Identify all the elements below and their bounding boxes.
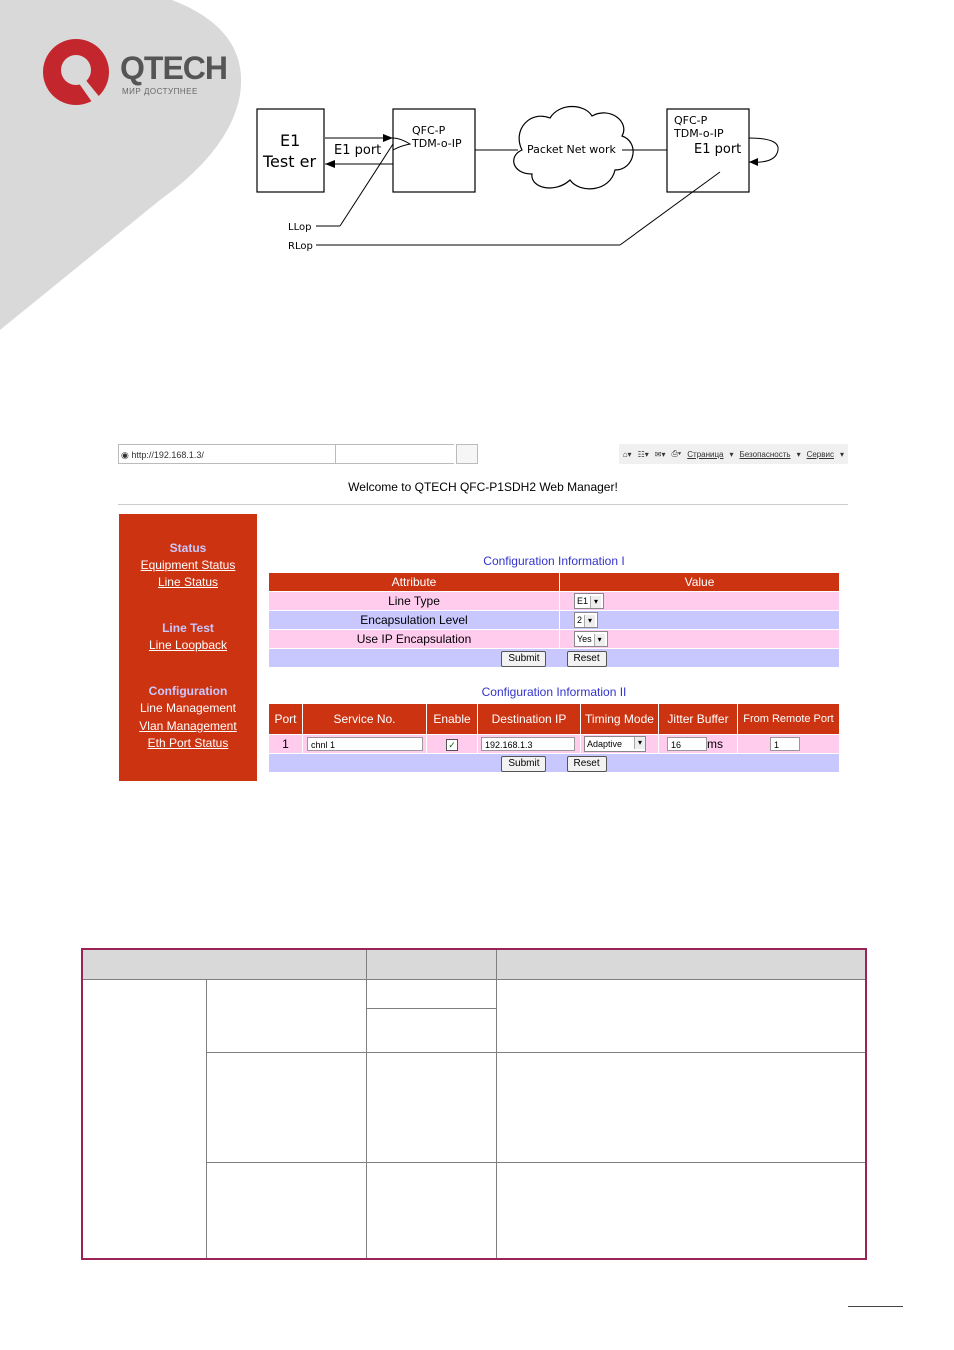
welcome-banner: Welcome to QTECH QFC-P1SDH2 Web Manager! (348, 480, 618, 494)
config2-submit-button[interactable]: Submit (501, 756, 546, 772)
logo-brand: QTECH (120, 50, 227, 86)
rlop-label: RLop (288, 241, 313, 252)
device-left-label-2: TDM-o-IP (412, 137, 462, 150)
config2-header-enable: Enable (427, 704, 477, 734)
sidebar-item-line-management[interactable]: Line Management (139, 701, 237, 715)
config2-header-jitter-buffer: Jitter Buffer (659, 704, 737, 734)
logo-tagline: МИР ДОСТУПНЕЕ (122, 87, 198, 96)
page-icon: ◉ (121, 450, 129, 460)
sidebar (119, 514, 257, 781)
chevron-down-icon: ▾ (634, 737, 645, 749)
loopback-diagram (250, 100, 790, 260)
config1-title: Configuration Information I (483, 554, 625, 568)
toolbar-security-menu[interactable]: Безопасность (739, 449, 791, 459)
table-row (269, 630, 839, 648)
search-box[interactable] (456, 444, 478, 464)
parameter-table (81, 948, 867, 1260)
config2-reset-button[interactable]: Reset (567, 756, 607, 772)
config1-header-value: Value (560, 573, 839, 591)
ie-toolbar: ⌂▾ ☷▾ ✉▾ ⎙▾ Страница ▾ Безопасность ▾ Сервис ▾ (619, 444, 848, 464)
tester-label-2: Test er (263, 152, 317, 171)
table-row (269, 735, 839, 753)
jitter-buffer-input[interactable]: 16 (667, 737, 707, 751)
chevron-down-icon: ▾ (584, 615, 595, 627)
config2-title: Configuration Information II (481, 685, 627, 699)
logo (40, 36, 230, 108)
page-footer-line (848, 1306, 903, 1307)
chevron-down-icon: ▾ (594, 634, 605, 646)
enable-checkbox[interactable]: ✓ (446, 739, 458, 751)
config1-submit-button[interactable]: Submit (501, 651, 546, 667)
config1-table (268, 572, 840, 668)
config2-header-destination-ip: Destination IP (478, 704, 580, 734)
mail-icon[interactable]: ✉▾ (654, 449, 666, 459)
config2-header-port: Port (269, 704, 302, 734)
print-icon[interactable]: ⎙▾ (671, 449, 682, 458)
config2-header-from-remote-port: From Remote Port (738, 704, 839, 734)
port-left-label: E1 port (334, 143, 382, 158)
config2-header-timing-mode: Timing Mode (581, 704, 658, 734)
home-icon[interactable]: ⌂▾ (622, 449, 632, 459)
from-remote-port-input[interactable]: 1 (770, 737, 800, 751)
use-ip-encapsulation-select[interactable]: Yes ▾ (574, 631, 608, 647)
table-row (269, 611, 839, 629)
config1-header-attribute: Attribute (269, 573, 559, 591)
parameter-table-header (83, 950, 865, 980)
address-url: http://192.168.1.3/ (131, 450, 204, 460)
sidebar-item-line-status[interactable]: Line Status (157, 575, 219, 589)
config2-table (268, 703, 840, 773)
tester-label-1: E1 (280, 131, 301, 150)
encapsulation-level-select[interactable]: 2 ▾ (574, 612, 598, 628)
config1-label-line-type: Line Type (388, 594, 440, 608)
sidebar-item-eth-port-status[interactable]: Eth Port Status (147, 736, 229, 750)
config2-port-value: 1 (282, 737, 289, 751)
destination-ip-input[interactable]: 192.168.1.3 (481, 737, 575, 751)
table-row (269, 592, 839, 610)
service-no-input[interactable]: chnl 1 (307, 737, 423, 751)
tester-box (257, 109, 324, 192)
toolbar-tools-menu[interactable]: Сервис (806, 449, 834, 459)
sidebar-line-test-heading: Line Test (162, 621, 214, 635)
device-left-label-1: QFC-P (412, 124, 446, 137)
sidebar-item-vlan-management[interactable]: Vlan Management (139, 719, 237, 733)
device-right-label-1: QFC-P (674, 114, 708, 127)
chevron-down-icon: ▾ (590, 596, 601, 608)
logo-mark-icon (40, 36, 112, 108)
device-left-box (393, 109, 475, 192)
line-type-select[interactable]: E1 ▾ (574, 593, 604, 609)
sidebar-configuration-heading: Configuration (148, 684, 228, 698)
sidebar-item-line-loopback[interactable]: Line Loopback (148, 638, 228, 652)
sidebar-status-heading: Status (169, 541, 207, 555)
config1-label-encapsulation-level: Encapsulation Level (360, 613, 468, 627)
config1-label-use-ip-encapsulation: Use IP Encapsulation (356, 632, 472, 646)
config2-header-service-no: Service No. (303, 704, 426, 734)
web-manager-screenshot (118, 444, 848, 784)
welcome-divider (118, 504, 848, 505)
address-bar-extension[interactable] (336, 444, 454, 464)
timing-mode-select[interactable]: Adaptive ▾ (584, 736, 646, 752)
sidebar-item-equipment-status[interactable]: Equipment Status (140, 558, 236, 572)
address-bar[interactable] (118, 444, 336, 464)
config1-reset-button[interactable]: Reset (567, 651, 607, 667)
jitter-unit: ms (707, 736, 723, 751)
device-right-label-2: TDM-o-IP (674, 127, 724, 140)
port-right-label: E1 port (694, 142, 742, 157)
llop-label: LLop (288, 222, 312, 233)
feeds-icon[interactable]: ☷▾ (637, 449, 649, 459)
network-label: Packet Net work (527, 143, 616, 156)
toolbar-page-menu[interactable]: Страница (687, 449, 724, 459)
